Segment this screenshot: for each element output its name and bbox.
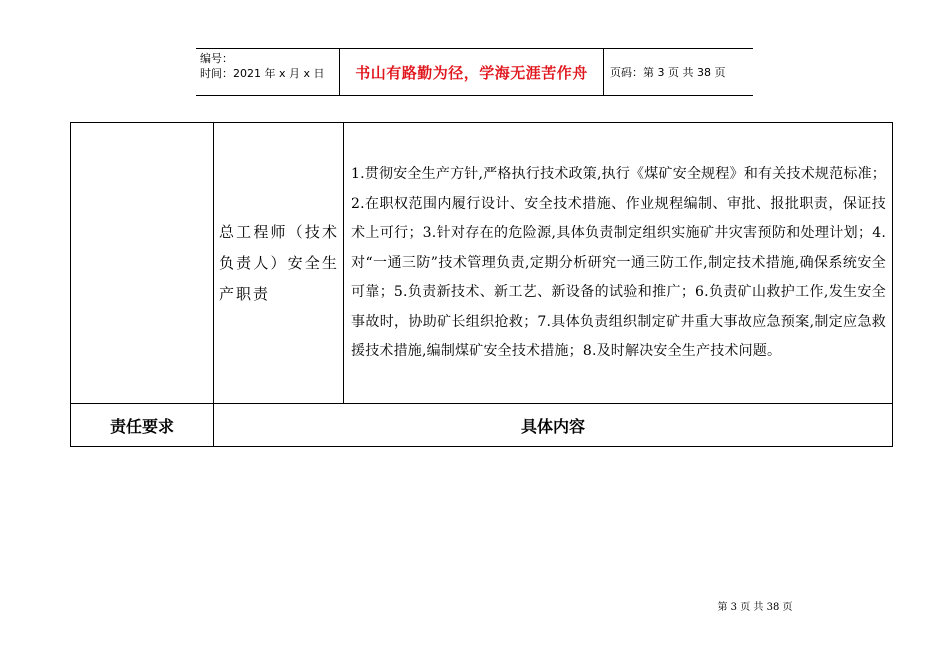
content-header: 具体内容 (214, 404, 893, 447)
responsibility-table (70, 122, 893, 447)
requirement-header: 责任要求 (71, 404, 214, 447)
table-header-row (71, 404, 893, 447)
document-header (196, 48, 753, 96)
header-meta (196, 49, 339, 95)
time-label: 时间：2021 年 x 月 x 日 (200, 67, 325, 80)
table-cell-blank (71, 123, 214, 404)
header-motto: 书山有路勤为径，学海无涯苦作舟 (339, 49, 604, 95)
page-footer: 第 3 页 共 38 页 (717, 602, 793, 613)
serial-label: 编号： (200, 52, 233, 65)
duties-cell: 1.贯彻安全生产方针,严格执行技术政策,执行《煤矿安全规程》和有关技术规范标准；2.在职权范围内履行设计、安全技术措施、作业规程编制、审批、报批职责，保证技术上可行；3.针对存在的危险源,具体负责制定组织实施矿井灾害预防和处理计划；4.对“一通三防”技术管理负责,定期分析研究一通三防工作,制定技术措施,确保系统安全可靠；5.负责新技术、新工艺、新设备的试验和推广；6.负责矿山救护工作,发生安全事故时，协助矿长组织抢救；7.具体负责组织制定矿井重大事故应急预案,制定应急救援技术措施,编制煤矿安全技术措施；8.及时解决安全生产技术问题。 (344, 123, 893, 404)
table-row (71, 123, 893, 404)
role-title-cell: 总工程师（技术负责人）安全生产职责 (214, 123, 344, 404)
header-page-label: 页码：第 3 页 共 38 页 (610, 66, 726, 79)
